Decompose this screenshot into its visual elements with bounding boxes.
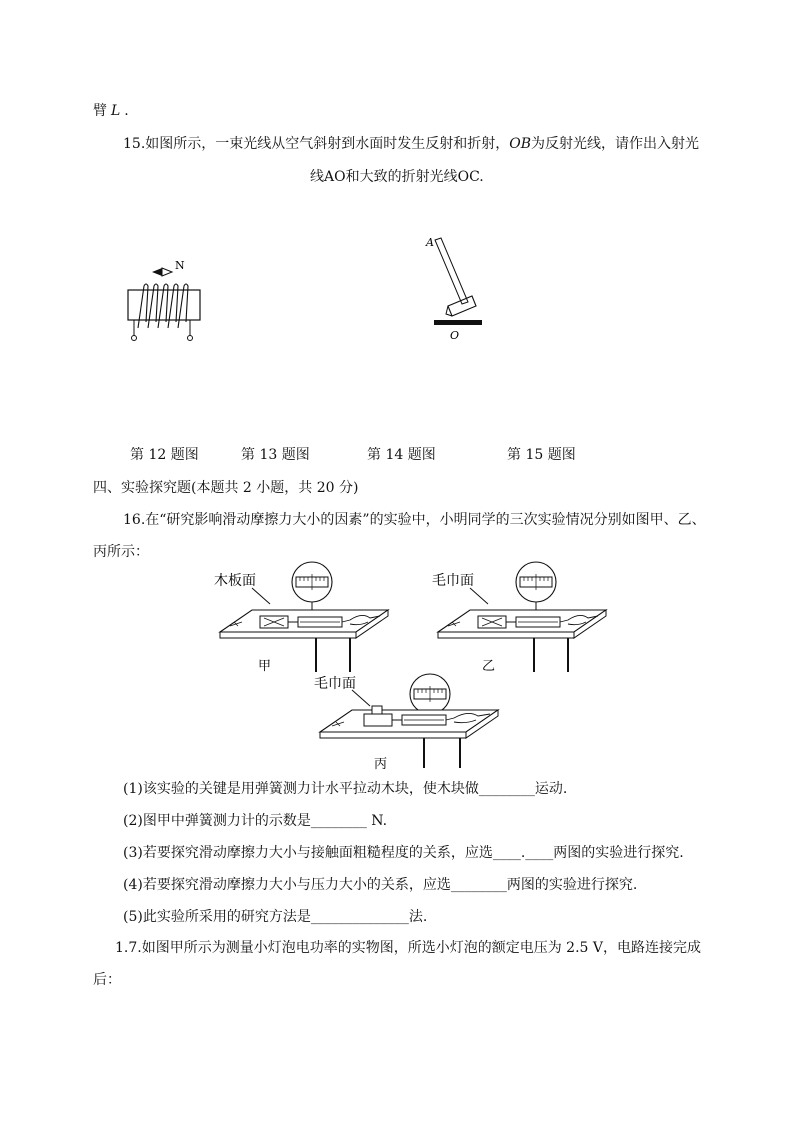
tail-text: 臂: [93, 103, 107, 119]
friction-figure-bing: [312, 672, 502, 772]
q16-part-5: (5)此实验所采用的研究方法是______________法.: [123, 909, 428, 925]
section-title: 四、实验探究题(本题共 2 小题，共 20 分): [93, 480, 359, 496]
friction-figure-yi: [430, 560, 610, 675]
caption-fig14: 第 14 题图: [367, 447, 436, 463]
q17-line2: 后：: [93, 972, 121, 988]
figure-label-yi: 乙: [482, 659, 496, 674]
fig14-hammer-lever-diagram: [420, 232, 500, 344]
figure-label-bing: 丙: [374, 757, 388, 772]
caption-fig12: 第 12 题图: [130, 447, 199, 463]
q15-text-a: 15.如图所示，一束光线从空气斜射到水面时发生反射和折射，: [123, 136, 510, 152]
wood-block: [364, 714, 392, 726]
q15-line2: 线AO和大致的折射光线OC.: [310, 169, 484, 185]
surface-label-yi: 毛巾面: [432, 573, 474, 589]
q16-line1: 16.在“研究影响滑动摩擦力大小的因素”的实验中，小明同学的三次实验情况分别如图甲、乙、: [123, 512, 706, 528]
terminal-left: [132, 336, 137, 341]
fig12-solenoid-diagram: [120, 250, 220, 350]
surface-label-bing: 毛巾面: [314, 676, 356, 692]
weight-block: [372, 706, 382, 714]
q15-text-b: 为反射光线，请作出入射光: [531, 136, 700, 152]
friction-figure-jia: [212, 560, 392, 675]
q16-part-4: (4)若要探究滑动摩擦力大小与压力大小的关系，应选________两图的实验进行探究.: [123, 877, 638, 893]
q16-part-3: (3)若要探究滑动摩擦力大小与接触面粗糙程度的关系，应选____.____两图的实验进行探究.: [123, 845, 684, 861]
terminal-right: [188, 336, 193, 341]
surface-label-jia: 木板面: [214, 573, 256, 589]
tail-symbol: L: [111, 103, 121, 119]
coil-windings: [138, 284, 188, 328]
fig14-label-a: A: [426, 236, 434, 249]
fig12-n-label: N: [175, 259, 185, 272]
q16-part-1: (1)该实验的关键是用弹簧测力计水平拉动木块，使木块做________运动.: [123, 781, 568, 797]
caption-fig13: 第 13 题图: [241, 447, 310, 463]
caption-fig15: 第 15 题图: [507, 447, 576, 463]
q15-line1: [123, 133, 699, 153]
previous-question-tail: [93, 100, 129, 120]
q16-part-2: (2)图甲中弹簧测力计的示数是________ N.: [123, 813, 388, 829]
ground-surface: [434, 320, 482, 325]
figure-label-jia: 甲: [258, 659, 272, 674]
tail-period: .: [124, 103, 129, 119]
fig14-label-o: O: [450, 329, 460, 342]
q16-line2: 丙所示：: [93, 544, 149, 560]
compass-needle-icon: [152, 268, 172, 276]
q15-ob-symbol: OB: [509, 136, 532, 152]
q17-line1: 1.7.如图甲所示为测量小灯泡电功率的实物图，所选小灯泡的额定电压为 2.5 V，电路连接完成: [115, 940, 701, 956]
